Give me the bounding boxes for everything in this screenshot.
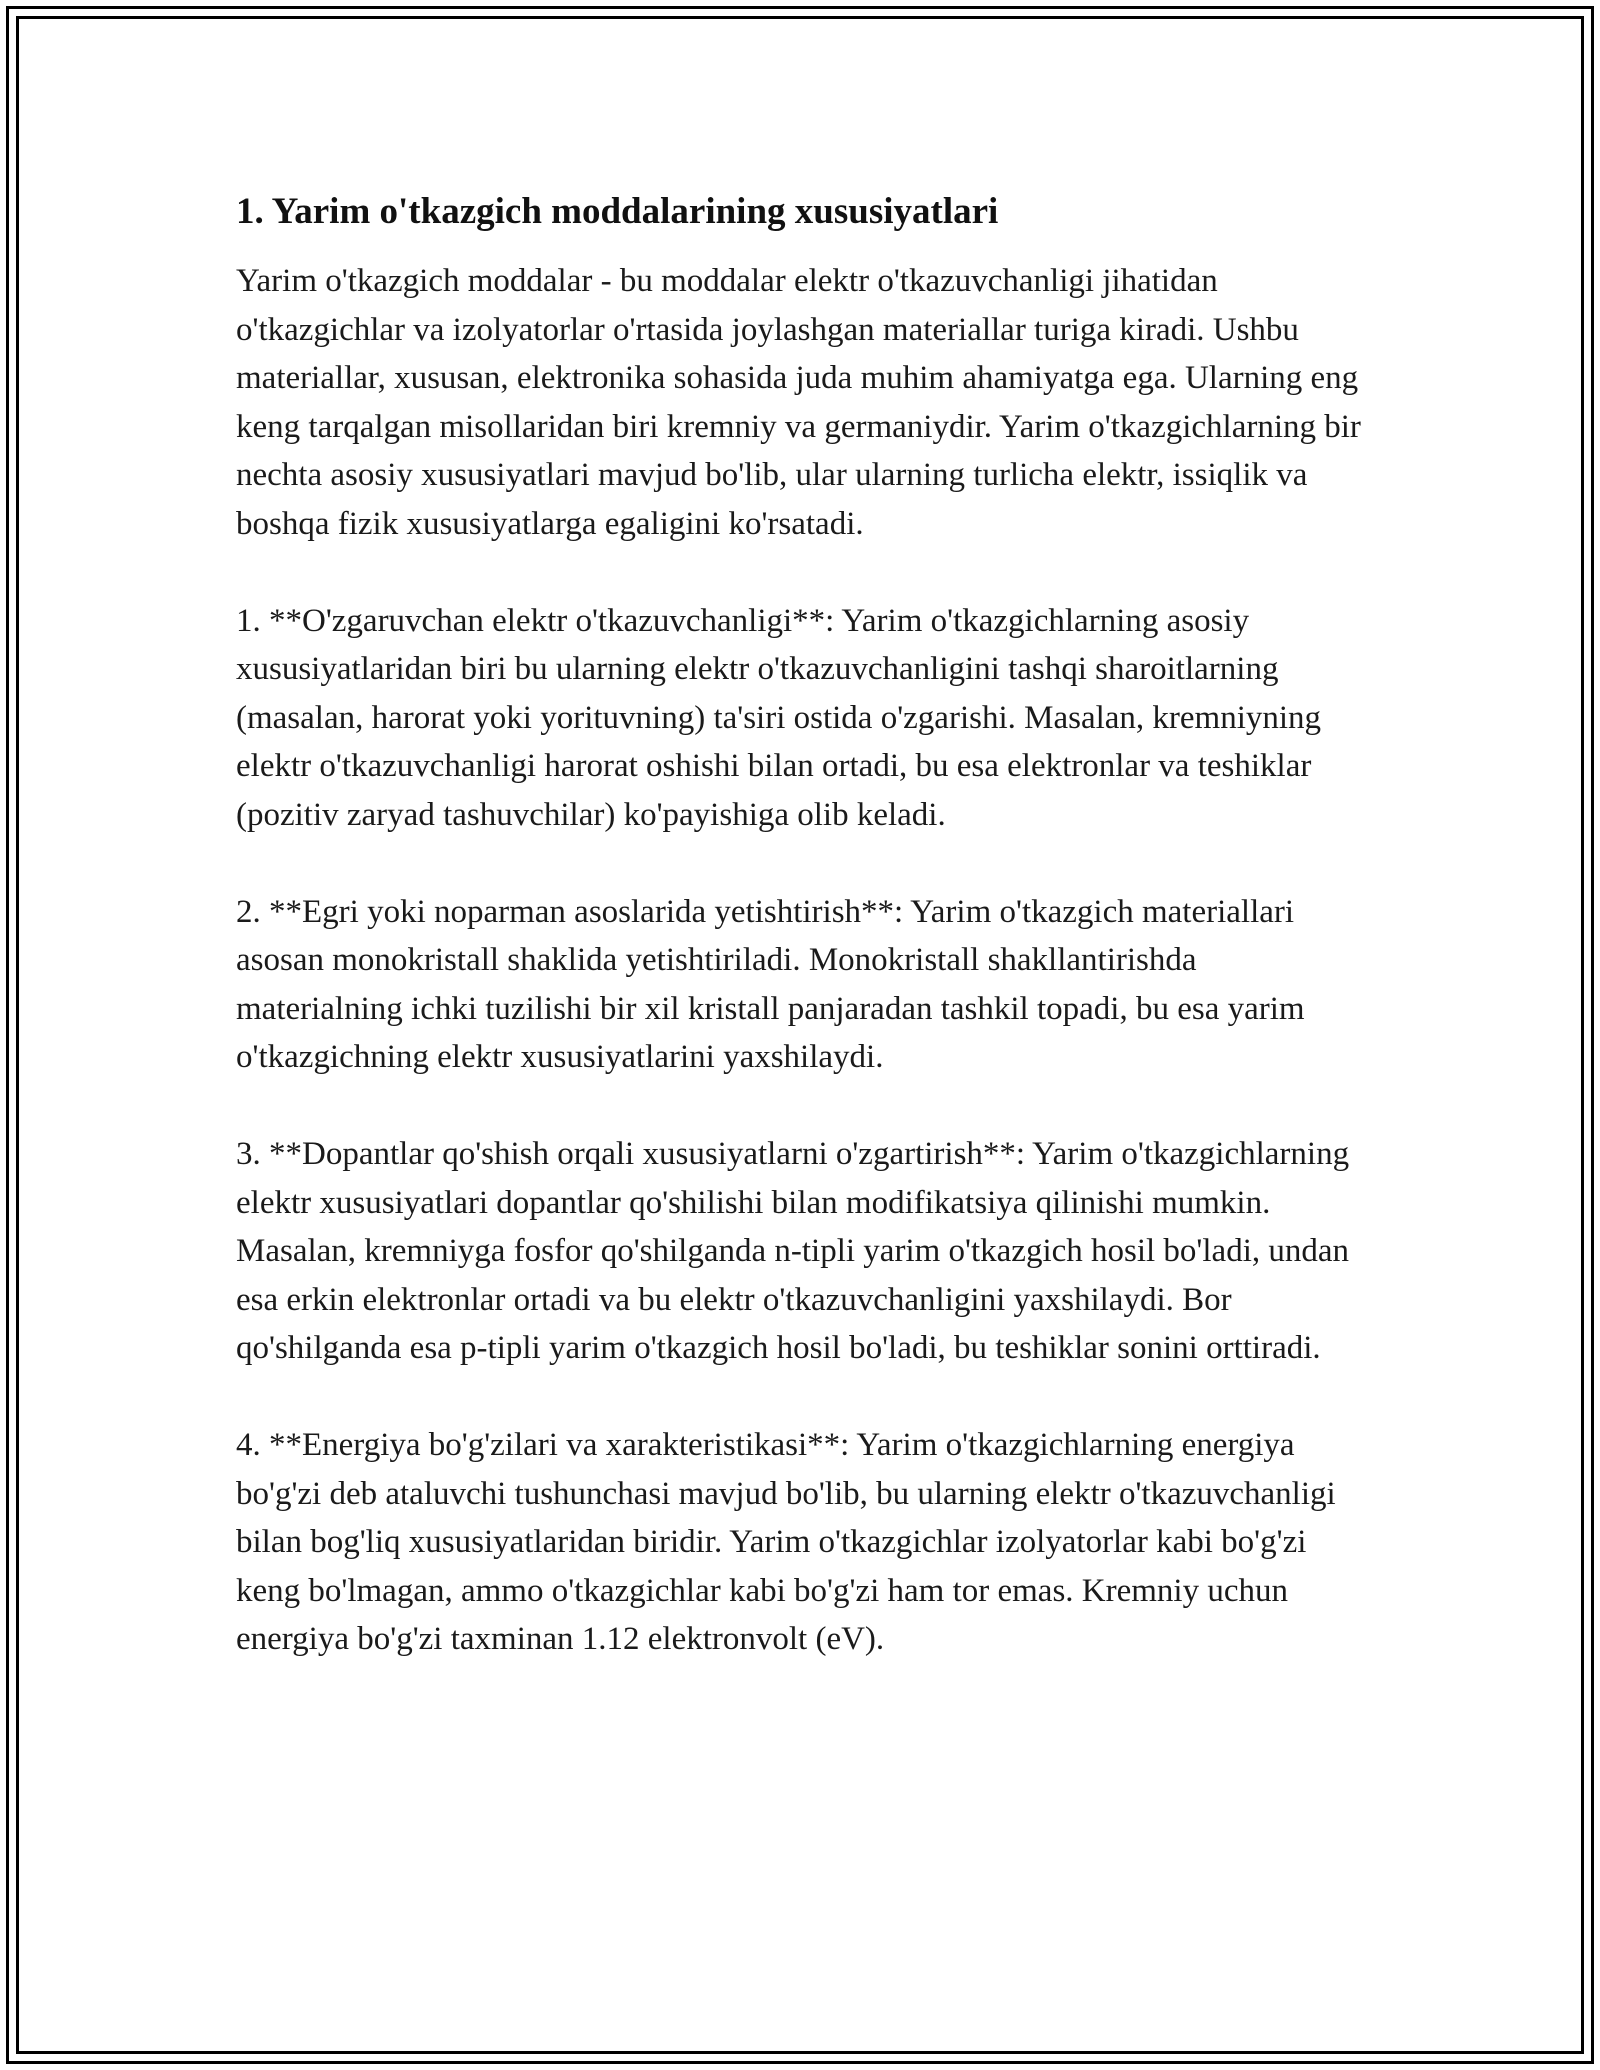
- list-item-1-paragraph: 1. **O'zgaruvchan elektr o'tkazuvchanligi**: Yarim o'tkazgichlarning asosiy xususiyatlaridan biri bu ularning elektr o'tkazuvchanligini tashqi sharoitlarning (masalan, harorat yoki yorituvning) ta'siri ostida o'zgarishi. Masalan, kremniyning elektr o'tkazuvchanligi harorat oshishi bilan ortadi, bu esa elektronlar va teshiklar (pozitiv zaryad tashuvchilar) ko'payishiga olib keladi.: [236, 602, 1322, 833]
- list-item-4-paragraph: 4. **Energiya bo'g'zilari va xarakteristikasi**: Yarim o'tkazgichlarning energiya bo'g'zi deb ataluvchi tushunchasi mavjud bo'lib, bu ularning elektr o'tkazuvchanligi bilan bog'liq xususiyatlaridan biridir. Yarim o'tkazgichlar izolyatorlar kabi bo'g'zi keng bo'lmagan, ammo o'tkazgichlar kabi bo'g'zi ham tor emas. Kremniy uchun energiya bo'g'zi taxminan 1.12 elektronvolt (eV).: [236, 1427, 1336, 1657]
- list-item-2-paragraph: 2. **Egri yoki noparman asoslarida yetishtirish**: Yarim o'tkazgich materiallari asosan monokristall shaklida yetishtiriladi. Monokristall shakllantirishda materialning ichki tuzilishi bir xil kristall panjaradan tashkil topadi, bu esa yarim o'tkazgichning elektr xususiyatlarini yaxshilaydi.: [236, 893, 1305, 1075]
- list-item-3-paragraph: 3. **Dopantlar qo'shish orqali xususiyatlarni o'zgartirish**: Yarim o'tkazgichlarning elektr xususiyatlari dopantlar qo'shilishi bilan modifikatsiya qilinishi mumkin. Masalan, kremniyga fosfor qo'shilganda n-tipli yarim o'tkazgich hosil bo'ladi, undan esa erkin elektronlar ortadi va bu elektr o'tkazuvchanligini yaxshilaydi. Bor qo'shilganda esa p-tipli yarim o'tkazgich hosil bo'ladi, bu teshiklar sonini orttiradi.: [236, 1136, 1350, 1366]
- document-body: [236, 187, 1366, 1664]
- document-title: 1. Yarim o'tkazgich moddalarining xususiyatlari: [236, 191, 999, 232]
- intro-paragraph: Yarim o'tkazgich moddalar - bu moddalar elektr o'tkazuvchanligi jihatidan o'tkazgichlar va izolyatorlar o'rtasida joylashgan materiallar turiga kiradi. Ushbu materiallar, xususan, elektronika sohasida juda muhim ahamiyatga ega. Ularning eng keng tarqalgan misollaridan biri kremniy va germaniydir. Yarim o'tkazgichlarning bir nechta asosiy xususiyatlari mavjud bo'lib, ular ularning turlicha elektr, issiqlik va boshqa fizik xususiyatlarga egaligini ko'rsatadi.: [236, 263, 1361, 542]
